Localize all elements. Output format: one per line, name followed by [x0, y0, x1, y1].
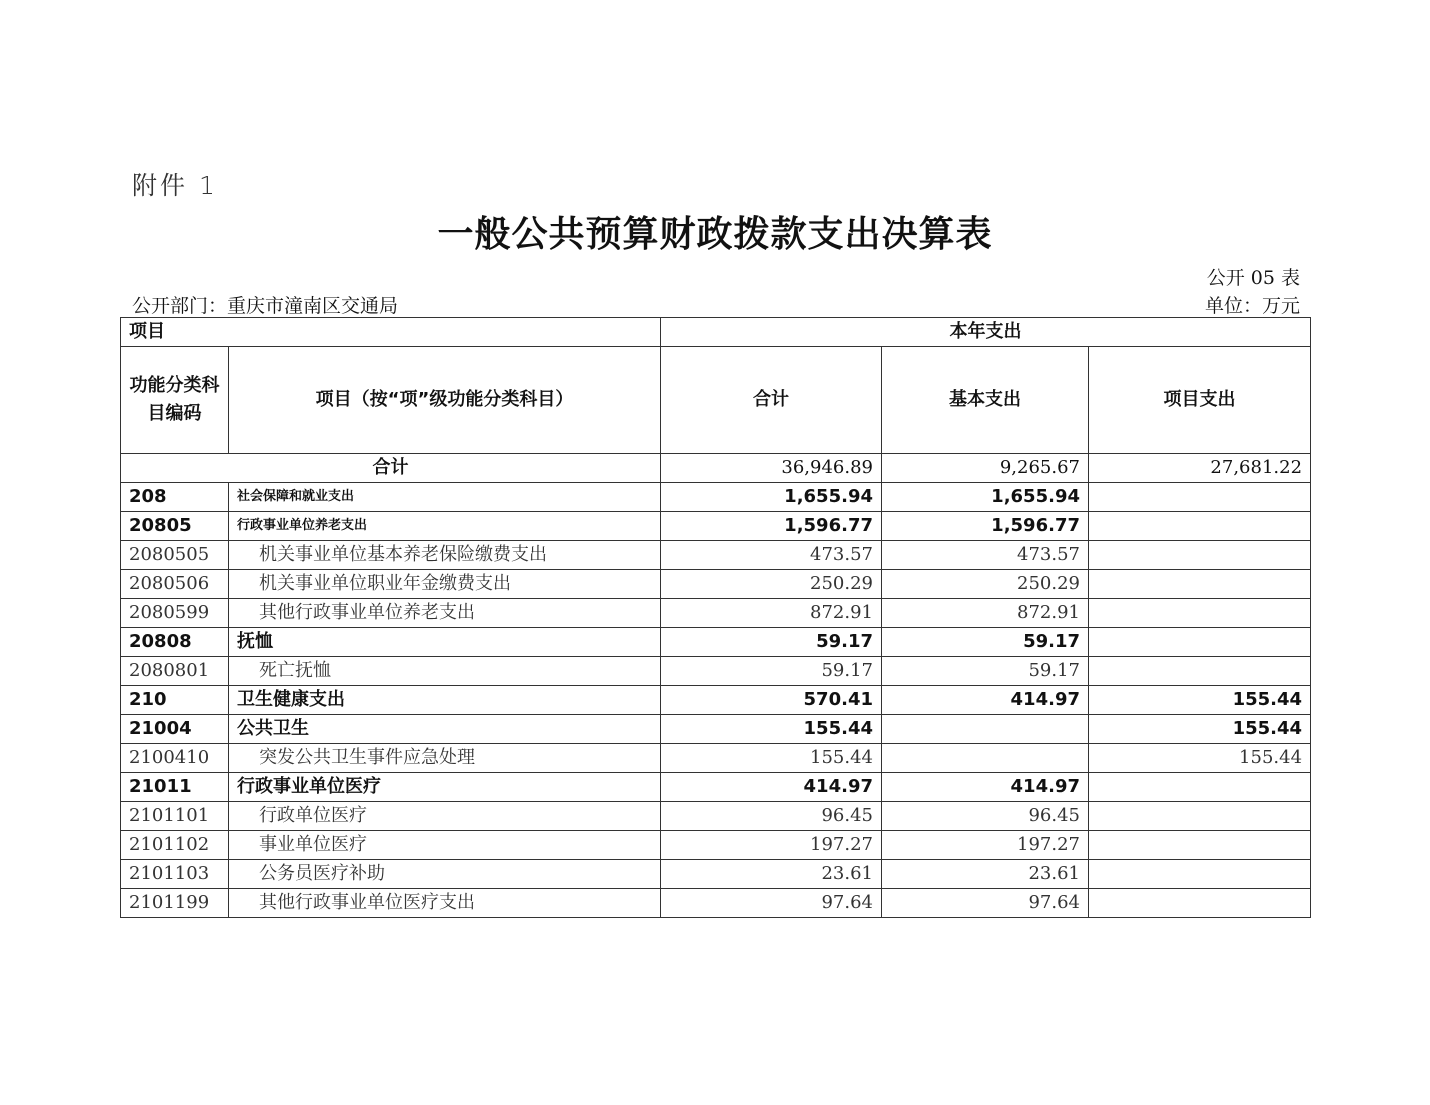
- page-title: 一般公共预算财政拨款支出决算表: [437, 214, 993, 255]
- total-amount: 36,946.89: [661, 454, 882, 483]
- row-code: 2101199: [121, 889, 229, 918]
- row-basic: 59.17: [882, 657, 1089, 686]
- header-current-year: 本年支出: [661, 318, 1311, 347]
- table-row: [121, 599, 1311, 628]
- unit-label: 单位：万元: [1204, 295, 1300, 317]
- total-label: 合计: [121, 454, 661, 483]
- row-total: 414.97: [661, 773, 882, 802]
- row-total: 1,596.77: [661, 512, 882, 541]
- row-basic: 59.17: [882, 628, 1089, 657]
- total-row: [121, 454, 1311, 483]
- row-code: 2101103: [121, 860, 229, 889]
- row-project: [1089, 802, 1311, 831]
- table-row: [121, 686, 1311, 715]
- row-code: 2101102: [121, 831, 229, 860]
- row-total: 96.45: [661, 802, 882, 831]
- row-total: 473.57: [661, 541, 882, 570]
- row-name: 抚恤: [229, 628, 661, 657]
- row-project: [1089, 599, 1311, 628]
- budget-table: [120, 317, 1311, 918]
- row-basic: 96.45: [882, 802, 1089, 831]
- row-total: 59.17: [661, 657, 882, 686]
- row-name: 机关事业单位基本养老保险缴费支出: [229, 541, 661, 570]
- row-basic: 250.29: [882, 570, 1089, 599]
- row-total: 250.29: [661, 570, 882, 599]
- table-row: [121, 889, 1311, 918]
- row-total: 872.91: [661, 599, 882, 628]
- table-row: [121, 860, 1311, 889]
- row-total: 1,655.94: [661, 483, 882, 512]
- row-total: 570.41: [661, 686, 882, 715]
- row-code: 210: [121, 686, 229, 715]
- header-project: 项目: [121, 318, 661, 347]
- header-total: 合计: [661, 347, 882, 454]
- row-total: 155.44: [661, 715, 882, 744]
- row-name: 死亡抚恤: [229, 657, 661, 686]
- row-code: 2080505: [121, 541, 229, 570]
- row-name: 卫生健康支出: [229, 686, 661, 715]
- row-name: 行政单位医疗: [229, 802, 661, 831]
- header-basic: 基本支出: [882, 347, 1089, 454]
- row-project: [1089, 889, 1311, 918]
- row-basic: 414.97: [882, 773, 1089, 802]
- header-code: 功能分类科目编码: [121, 347, 229, 454]
- row-name: 其他行政事业单位医疗支出: [229, 889, 661, 918]
- row-project: [1089, 657, 1311, 686]
- table-row: [121, 831, 1311, 860]
- row-name: 其他行政事业单位养老支出: [229, 599, 661, 628]
- table-row: [121, 541, 1311, 570]
- row-name: 社会保障和就业支出: [229, 483, 661, 512]
- row-basic: 473.57: [882, 541, 1089, 570]
- row-code: 21004: [121, 715, 229, 744]
- row-code: 2101101: [121, 802, 229, 831]
- row-code: 20808: [121, 628, 229, 657]
- row-basic: [882, 744, 1089, 773]
- row-basic: 23.61: [882, 860, 1089, 889]
- row-code: 21011: [121, 773, 229, 802]
- row-basic: 414.97: [882, 686, 1089, 715]
- table-row: [121, 715, 1311, 744]
- row-project: 155.44: [1089, 715, 1311, 744]
- row-project: [1089, 831, 1311, 860]
- table-row: [121, 657, 1311, 686]
- table-row: [121, 628, 1311, 657]
- table-row: [121, 483, 1311, 512]
- row-name: 突发公共卫生事件应急处理: [229, 744, 661, 773]
- total-basic: 9,265.67: [882, 454, 1089, 483]
- table-row: [121, 512, 1311, 541]
- row-project: [1089, 773, 1311, 802]
- row-total: 59.17: [661, 628, 882, 657]
- row-code: 2100410: [121, 744, 229, 773]
- row-project: [1089, 570, 1311, 599]
- row-project: [1089, 512, 1311, 541]
- row-basic: 1,655.94: [882, 483, 1089, 512]
- row-basic: 872.91: [882, 599, 1089, 628]
- attachment-label: 附件 1: [132, 171, 218, 200]
- total-project: 27,681.22: [1089, 454, 1311, 483]
- row-name: 公务员医疗补助: [229, 860, 661, 889]
- row-name: 机关事业单位职业年金缴费支出: [229, 570, 661, 599]
- department-label: 公开部门：重庆市潼南区交通局: [132, 295, 399, 317]
- table-row: [121, 773, 1311, 802]
- header-project-exp: 项目支出: [1089, 347, 1311, 454]
- row-project: 155.44: [1089, 744, 1311, 773]
- row-project: [1089, 483, 1311, 512]
- row-project: 155.44: [1089, 686, 1311, 715]
- row-name: 事业单位医疗: [229, 831, 661, 860]
- row-name: 行政事业单位养老支出: [229, 512, 661, 541]
- row-code: 2080801: [121, 657, 229, 686]
- header-name: 项目（按“项”级功能分类科目）: [229, 347, 661, 454]
- table-row: [121, 744, 1311, 773]
- row-total: 155.44: [661, 744, 882, 773]
- table-number: 公开 05 表: [1206, 267, 1300, 289]
- row-basic: 97.64: [882, 889, 1089, 918]
- table-row: [121, 802, 1311, 831]
- row-code: 208: [121, 483, 229, 512]
- row-basic: [882, 715, 1089, 744]
- table-row: [121, 570, 1311, 599]
- row-total: 97.64: [661, 889, 882, 918]
- row-basic: 197.27: [882, 831, 1089, 860]
- row-project: [1089, 541, 1311, 570]
- row-project: [1089, 860, 1311, 889]
- row-project: [1089, 628, 1311, 657]
- row-basic: 1,596.77: [882, 512, 1089, 541]
- row-code: 2080599: [121, 599, 229, 628]
- row-total: 197.27: [661, 831, 882, 860]
- row-total: 23.61: [661, 860, 882, 889]
- row-code: 20805: [121, 512, 229, 541]
- row-name: 公共卫生: [229, 715, 661, 744]
- row-code: 2080506: [121, 570, 229, 599]
- row-name: 行政事业单位医疗: [229, 773, 661, 802]
